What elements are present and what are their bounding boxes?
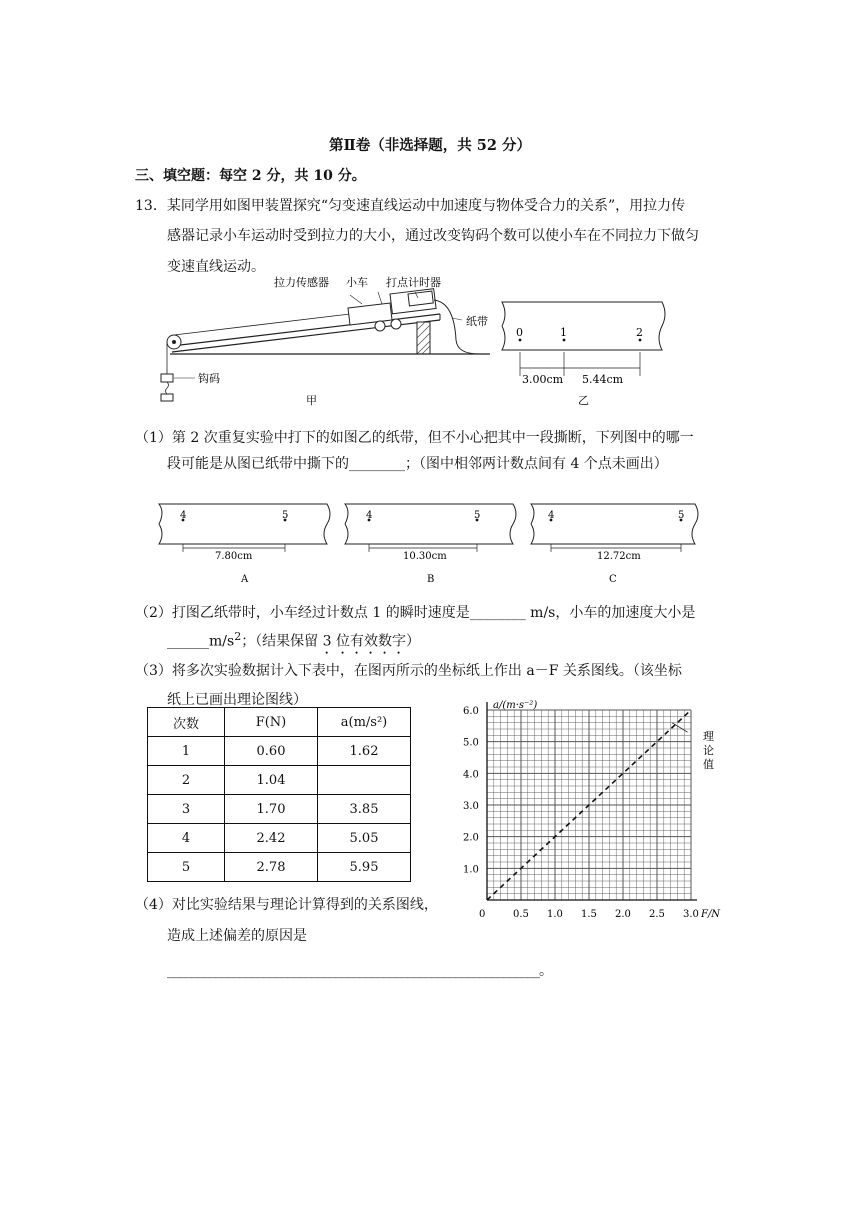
- tape-option-b: [345, 504, 516, 585]
- legend-label-char: 理: [703, 730, 714, 743]
- label-timer: 打点计时器: [386, 276, 441, 289]
- tape-yi-point2: 2: [636, 326, 643, 339]
- cell: 2.78: [225, 853, 318, 882]
- q13-line1: 13．某同学用如图甲装置探究“匀变速直线运动中加速度与物体受合力的关系”，用拉力传: [135, 198, 686, 214]
- data-table: [147, 707, 411, 882]
- cell: 1: [148, 737, 225, 766]
- q4-line2: 造成上述偏差的原因是: [167, 928, 307, 944]
- header-accel: a(m/s²): [318, 708, 411, 737]
- q2-note-end: ）: [406, 633, 420, 650]
- caption-jia: 甲: [306, 394, 317, 407]
- tape-b-dist: 10.30cm: [403, 551, 447, 562]
- q4-line1: （4）对比实验结果与理论计算得到的关系图线，: [135, 897, 438, 913]
- cell: 5: [148, 853, 225, 882]
- section-title: 第Ⅱ卷（非选择题，共 52 分）: [329, 137, 531, 154]
- legend-label-char: 论: [703, 744, 714, 757]
- cell: 5.95: [318, 853, 411, 882]
- table-header-row: [148, 708, 411, 737]
- tape-b-p1: 4: [366, 510, 373, 521]
- cell: 2.42: [225, 824, 318, 853]
- table-row: [148, 766, 411, 795]
- tape-a-p1: 4: [180, 510, 187, 521]
- x-tick-label: 1.5: [581, 909, 597, 920]
- x-tick-label: 3.0: [683, 909, 699, 920]
- cell: 2: [148, 766, 225, 795]
- tape-c-dist: 12.72cm: [597, 551, 641, 562]
- cell: 1.62: [318, 737, 411, 766]
- y-tick-label: 3.0: [463, 801, 479, 812]
- q3-line2: 纸上已画出理论图线）: [167, 692, 307, 708]
- q1-line1: （1）第 2 次重复实验中打下的如图乙的纸带，但不小心把其中一段撕断，下列图中的哪一: [135, 430, 694, 446]
- legend-label-char: 值: [703, 758, 714, 771]
- a-f-chart: [455, 690, 735, 930]
- tape-yi-dist1: 3.00cm: [522, 373, 564, 386]
- header-force: F(N): [225, 708, 318, 737]
- table-row: [148, 795, 411, 824]
- y-tick-label: 6.0: [463, 706, 479, 717]
- tape-a-dist: 7.80cm: [215, 551, 253, 562]
- tape-yi-dist2: 5.44cm: [582, 373, 624, 386]
- cell: 4: [148, 824, 225, 853]
- cell: 5.05: [318, 824, 411, 853]
- q13-line2: 感器记录小车运动时受到拉力的大小，通过改变钩码个数可以使小车在不同拉力下做匀: [167, 228, 699, 244]
- x-tick-label: 0: [479, 909, 486, 920]
- tape-a-p2: 5: [282, 510, 289, 521]
- q2-sup: 2: [234, 630, 242, 643]
- q2-blank-accel: ______m/s: [167, 633, 235, 650]
- y-tick-label: 5.0: [463, 737, 479, 749]
- x-axis-label: F/N: [701, 909, 721, 920]
- tape-yi: [502, 302, 665, 407]
- table-row: [148, 853, 411, 882]
- label-car: 小车: [346, 276, 368, 289]
- legend-pointer: [672, 723, 688, 733]
- tape-c-p2: 5: [678, 510, 685, 521]
- tape-b-label: B: [427, 574, 435, 585]
- y-tick-label: 1.0: [463, 864, 479, 876]
- label-tape: 纸带: [466, 315, 488, 328]
- q2-line2: [167, 630, 420, 658]
- x-tick-label: 1.0: [547, 909, 563, 920]
- table-row: [148, 824, 411, 853]
- x-tick-label: 2.0: [615, 909, 631, 920]
- q2-note-dotted: 3 位有效数字: [322, 633, 406, 650]
- tape-yi-point0: 0: [516, 326, 523, 339]
- tape-c-label: C: [609, 574, 617, 585]
- q1-line2: 段可能是从图已纸带中撕下的________；（图中相邻两计数点间有 4 个点未画出）: [167, 456, 668, 472]
- hook-weights-icon: [161, 374, 173, 401]
- q3-line1: （3）将多次实验数据计入下表中，在图丙所示的坐标纸上作出 a－F 关系图线。（该坐标: [135, 663, 682, 679]
- tape-yi-point1: 1: [560, 326, 567, 339]
- label-weight: 钩码: [198, 372, 220, 385]
- y-axis-label: a/(m·s⁻²): [493, 700, 538, 711]
- part-heading: 三、填空题：每空 2 分，共 10 分。: [135, 168, 366, 184]
- caption-yi: 乙: [578, 394, 589, 407]
- label-sensor: 拉力传感器: [274, 276, 329, 289]
- tape-option-c: [531, 504, 698, 585]
- table-row: [148, 737, 411, 766]
- tape-option-a: [159, 504, 330, 585]
- timer-icon: [408, 291, 433, 306]
- cell: 0.60: [225, 737, 318, 766]
- tape-options: [155, 500, 715, 590]
- apparatus-figure: [150, 270, 710, 410]
- cell: 3: [148, 795, 225, 824]
- q2-line1: （2）打图乙纸带时，小车经过计数点 1 的瞬时速度是________ m/s，小车的加速度大小是: [135, 605, 696, 621]
- tape-b-p2: 5: [474, 510, 481, 521]
- x-tick-label: 2.5: [649, 909, 665, 920]
- x-tick-label: 0.5: [513, 909, 529, 920]
- cell: [318, 766, 411, 795]
- tape-c-p1: 4: [548, 510, 555, 521]
- tape-a-label: A: [241, 574, 249, 585]
- cell: 1.70: [225, 795, 318, 824]
- incline-board: [172, 314, 440, 352]
- cell: 3.85: [318, 795, 411, 824]
- q2-note-start: ；（结果保留: [241, 633, 323, 650]
- q13-line3: 变速直线运动。: [167, 259, 265, 275]
- y-tick-label: 4.0: [463, 769, 479, 781]
- header-count: 次数: [148, 708, 225, 737]
- cell: 1.04: [225, 766, 318, 795]
- y-tick-label: 2.0: [463, 832, 479, 844]
- q4-answer-line: ______________________________________________________________。: [167, 963, 552, 979]
